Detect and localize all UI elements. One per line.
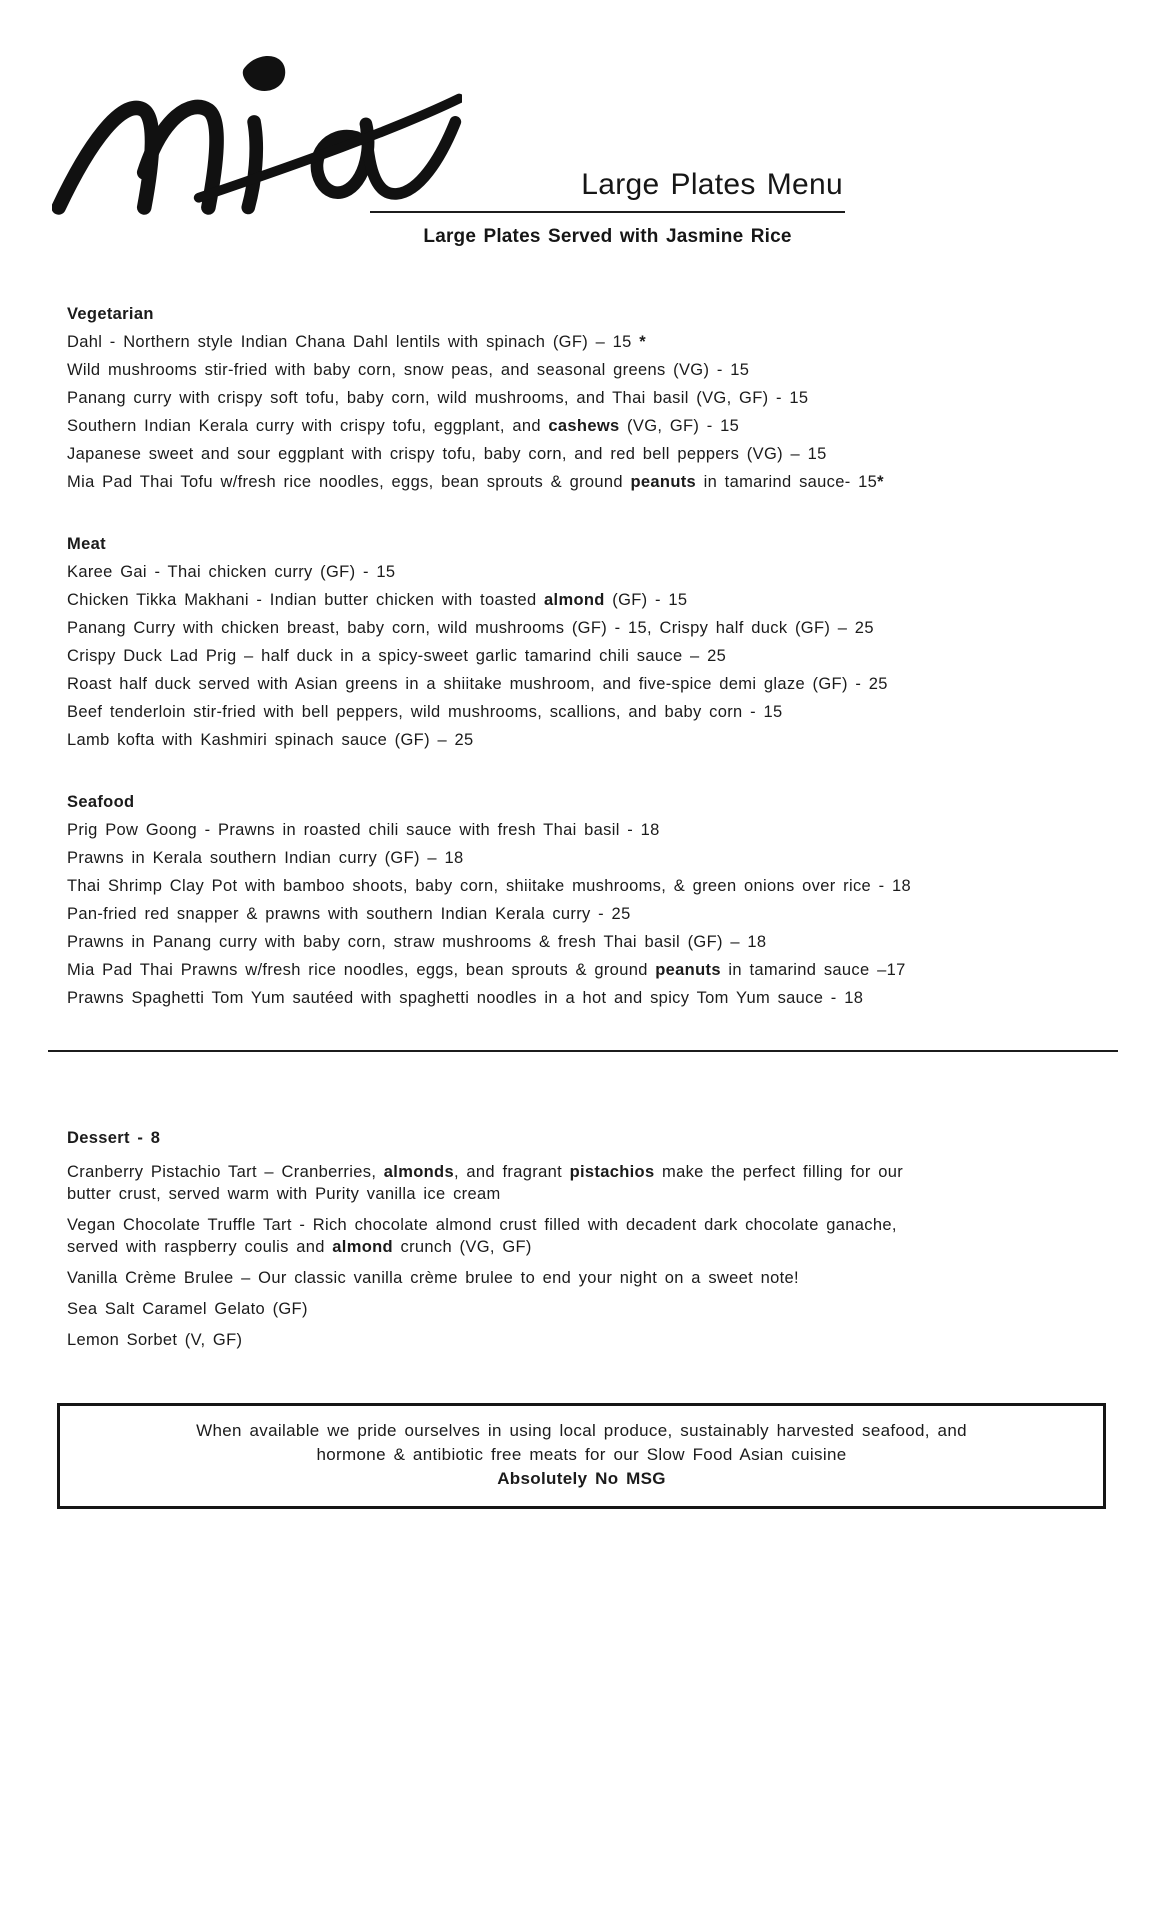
section-heading-dessert: Dessert - 8 [67, 1129, 161, 1147]
menu-sections [67, 300, 1106, 1012]
menu-section-meat [67, 530, 1106, 754]
menu-section-seafood [67, 788, 1106, 1012]
menu-section-vegetarian [67, 300, 1106, 496]
menu-item: Lemon Sorbet (V, GF) [67, 1331, 243, 1349]
menu-item: Thai Shrimp Clay Pot with bamboo shoots, baby corn, shiitake mushrooms, & green onions over rice - 18 [67, 877, 911, 895]
footer-note-box [57, 1403, 1106, 1509]
menu-item: Prawns in Kerala southern Indian curry (GF) – 18 [67, 849, 464, 867]
menu-item: Cranberry Pistachio Tart – Cranberries, almonds, and fragrant pistachios make the perfect filling for our butter crust, served warm with Purity vanilla ice cream [67, 1163, 904, 1203]
footer-line: When available we pride ourselves in using local produce, sustainably harvested seafood, and [196, 1421, 967, 1440]
footer-line: Absolutely No MSG [497, 1469, 666, 1488]
menu-item: Wild mushrooms stir-fried with baby corn, snow peas, and seasonal greens (VG) - 15 [67, 361, 750, 379]
menu-item: Karee Gai - Thai chicken curry (GF) - 15 [67, 563, 396, 581]
menu-item: Panang Curry with chicken breast, baby corn, wild mushrooms (GF) - 15, Crispy half duck (GF) – 25 [67, 619, 874, 637]
section-heading-vegetarian: Vegetarian [67, 305, 154, 323]
menu-item: Crispy Duck Lad Prig – half duck in a spicy-sweet garlic tamarind chili sauce – 25 [67, 647, 727, 665]
menu-item: Panang curry with crispy soft tofu, baby corn, wild mushrooms, and Thai basil (VG, GF) - 15 [67, 389, 809, 407]
logo-i-dot [243, 56, 285, 91]
menu-item: Beef tenderloin stir-fried with bell peppers, wild mushrooms, scallions, and baby corn - 15 [67, 703, 783, 721]
footer-line: hormone & antibiotic free meats for our Slow Food Asian cuisine [316, 1445, 847, 1464]
page-subtitle: Large Plates Served with Jasmine Rice [423, 226, 792, 247]
menu-body [0, 300, 1166, 1012]
menu-item: Mia Pad Thai Tofu w/fresh rice noodles, eggs, bean sprouts & ground peanuts in tamarind sauce- 15* [67, 473, 884, 491]
menu-item: Southern Indian Kerala curry with crispy tofu, eggplant, and cashews (VG, GF) - 15 [67, 417, 740, 435]
title-underline [370, 211, 845, 213]
menu-item: Chicken Tikka Makhani - Indian butter chicken with toasted almond (GF) - 15 [67, 591, 688, 609]
menu-item: Prawns in Panang curry with baby corn, straw mushrooms & fresh Thai basil (GF) – 18 [67, 933, 767, 951]
section-heading-meat: Meat [67, 535, 106, 553]
menu-item: Mia Pad Thai Prawns w/fresh rice noodles, eggs, bean sprouts & ground peanuts in tamarind sauce –17 [67, 961, 906, 979]
dessert-body [0, 1124, 1166, 1351]
section-divider [48, 1050, 1118, 1052]
page-title: Large Plates Menu [581, 168, 843, 201]
menu-header [0, 0, 1166, 300]
menu-item: Vanilla Crème Brulee – Our classic vanilla crème brulee to end your night on a sweet note! [67, 1269, 799, 1287]
menu-item: Lamb kofta with Kashmiri spinach sauce (GF) – 25 [67, 731, 474, 749]
menu-item: Sea Salt Caramel Gelato (GF) [67, 1300, 308, 1318]
menu-item: Prawns Spaghetti Tom Yum sautéed with spaghetti noodles in a hot and spicy Tom Yum sauce - 18 [67, 989, 864, 1007]
menu-item: Prig Pow Goong - Prawns in roasted chili sauce with fresh Thai basil - 18 [67, 821, 660, 839]
menu-item: Roast half duck served with Asian greens in a shiitake mushroom, and five-spice demi glaze (GF) - 25 [67, 675, 888, 693]
menu-item: Dahl - Northern style Indian Chana Dahl lentils with spinach (GF) – 15 * [67, 333, 647, 351]
dessert-section [67, 1124, 1106, 1351]
section-heading-seafood: Seafood [67, 793, 135, 811]
menu-item: Vegan Chocolate Truffle Tart - Rich chocolate almond crust filled with decadent dark chocolate ganache, served with raspberry coulis and almond crunch (VG, GF) [67, 1216, 897, 1256]
menu-item: Japanese sweet and sour eggplant with crispy tofu, baby corn, and red bell peppers (VG) – 15 [67, 445, 827, 463]
menu-item: Pan-fried red snapper & prawns with southern Indian Kerala curry - 25 [67, 905, 631, 923]
